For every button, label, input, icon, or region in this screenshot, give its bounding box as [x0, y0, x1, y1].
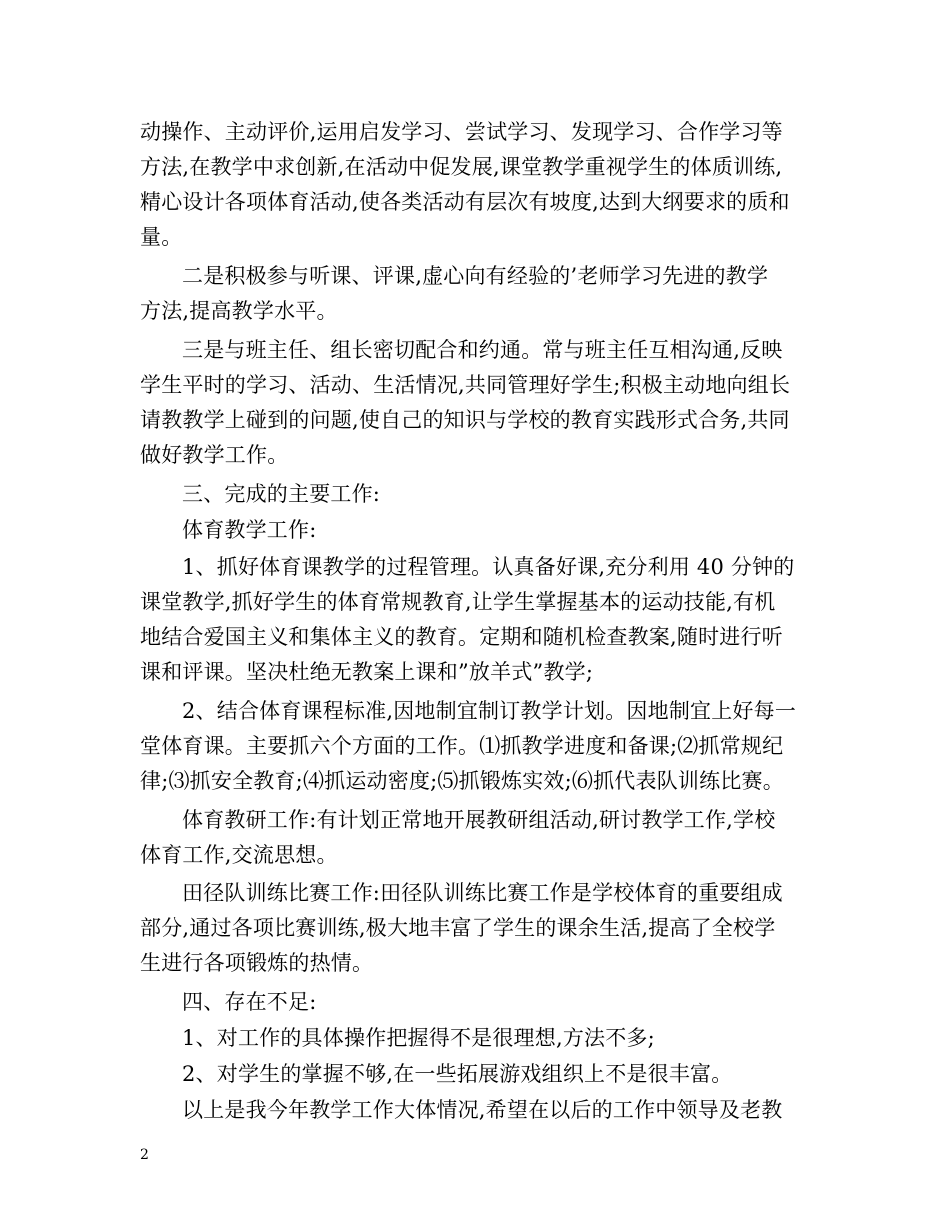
paragraph-line: 做好教学工作。 [140, 443, 289, 467]
paragraph-line: 2、结合体育课程标准,因地制宜制订教学计划。因地制宜上好每一 [182, 699, 797, 723]
section-heading: 三、完成的主要工作: [182, 482, 381, 506]
paragraph-line: 课堂教学,抓好学生的体育常规教育,让学生掌握基本的运动技能,有机 [140, 590, 776, 614]
paragraph-line: 律;⑶抓安全教育;⑷抓运动密度;⑸抓锻炼实效;⑹抓代表队训练比赛。 [140, 769, 784, 793]
subsection-heading: 体育教学工作: [182, 518, 317, 542]
page-number: 2 [140, 1147, 149, 1163]
paragraph-line: 二是积极参与听课、评课,虚心向有经验的’老师学习先进的教学 [182, 264, 769, 288]
paragraph-line: 课和评课。坚决杜绝无教案上课和”放羊式”教学; [140, 660, 594, 684]
paragraph-line: 请教教学上碰到的问题,使自己的知识与学校的教育实践形式合务,共同 [140, 408, 790, 432]
paragraph-line: 量。 [140, 225, 183, 249]
paragraph-line: 生进行各项锻炼的热情。 [140, 951, 374, 975]
paragraph-line: 方法,提高教学水平。 [140, 299, 338, 323]
paragraph-line: 动操作、主动评价,运用启发学习、尝试学习、发现学习、合作学习等 [140, 120, 783, 144]
paragraph-line: 体育教研工作:有计划正常地开展教研组活动,研讨教学工作,学校 [182, 808, 776, 832]
paragraph-line: 以上是我今年教学工作大体情况,希望在以后的工作中领导及老教 [182, 1098, 783, 1122]
paragraph-line: 精心设计各项体育活动,使各类活动有层次有坡度,达到大纲要求的质和 [140, 190, 790, 214]
paragraph-line: 学生平时的学习、活动、生活情况,共同管理好学生;积极主动地向组长 [140, 373, 791, 397]
list-item: 1、对工作的具体操作把握得不是很理想,方法不多; [182, 1026, 655, 1050]
paragraph-line: 方法,在教学中求创新,在活动中促发展,课堂教学重视学生的体质训练, [140, 155, 783, 179]
section-heading: 四、存在不足: [182, 990, 317, 1014]
paragraph-line: 体育工作,交流思想。 [140, 843, 338, 867]
paragraph-line: 田径队训练比赛工作:田径队训练比赛工作是学校体育的重要组成 [182, 881, 783, 905]
paragraph-line: 地结合爱国主义和集体主义的教育。定期和随机检查教案,随时进行听 [140, 625, 783, 649]
paragraph-line: 堂体育课。主要抓六个方面的工作。⑴抓教学进度和备课;⑵抓常规纪 [140, 734, 784, 758]
paragraph-line: 部分,通过各项比赛训练,极大地丰富了学生的课余生活,提高了全校学 [140, 916, 776, 940]
paragraph-line: 1、抓好体育课教学的过程管理。认真备好课,充分利用 40 分钟的 [182, 555, 795, 579]
paragraph-line: 三是与班主任、组长密切配合和约通。常与班主任互相沟通,反映 [182, 338, 783, 362]
list-item: 2、对学生的掌握不够,在一些拓展游戏组织上不是很丰富。 [182, 1062, 733, 1086]
